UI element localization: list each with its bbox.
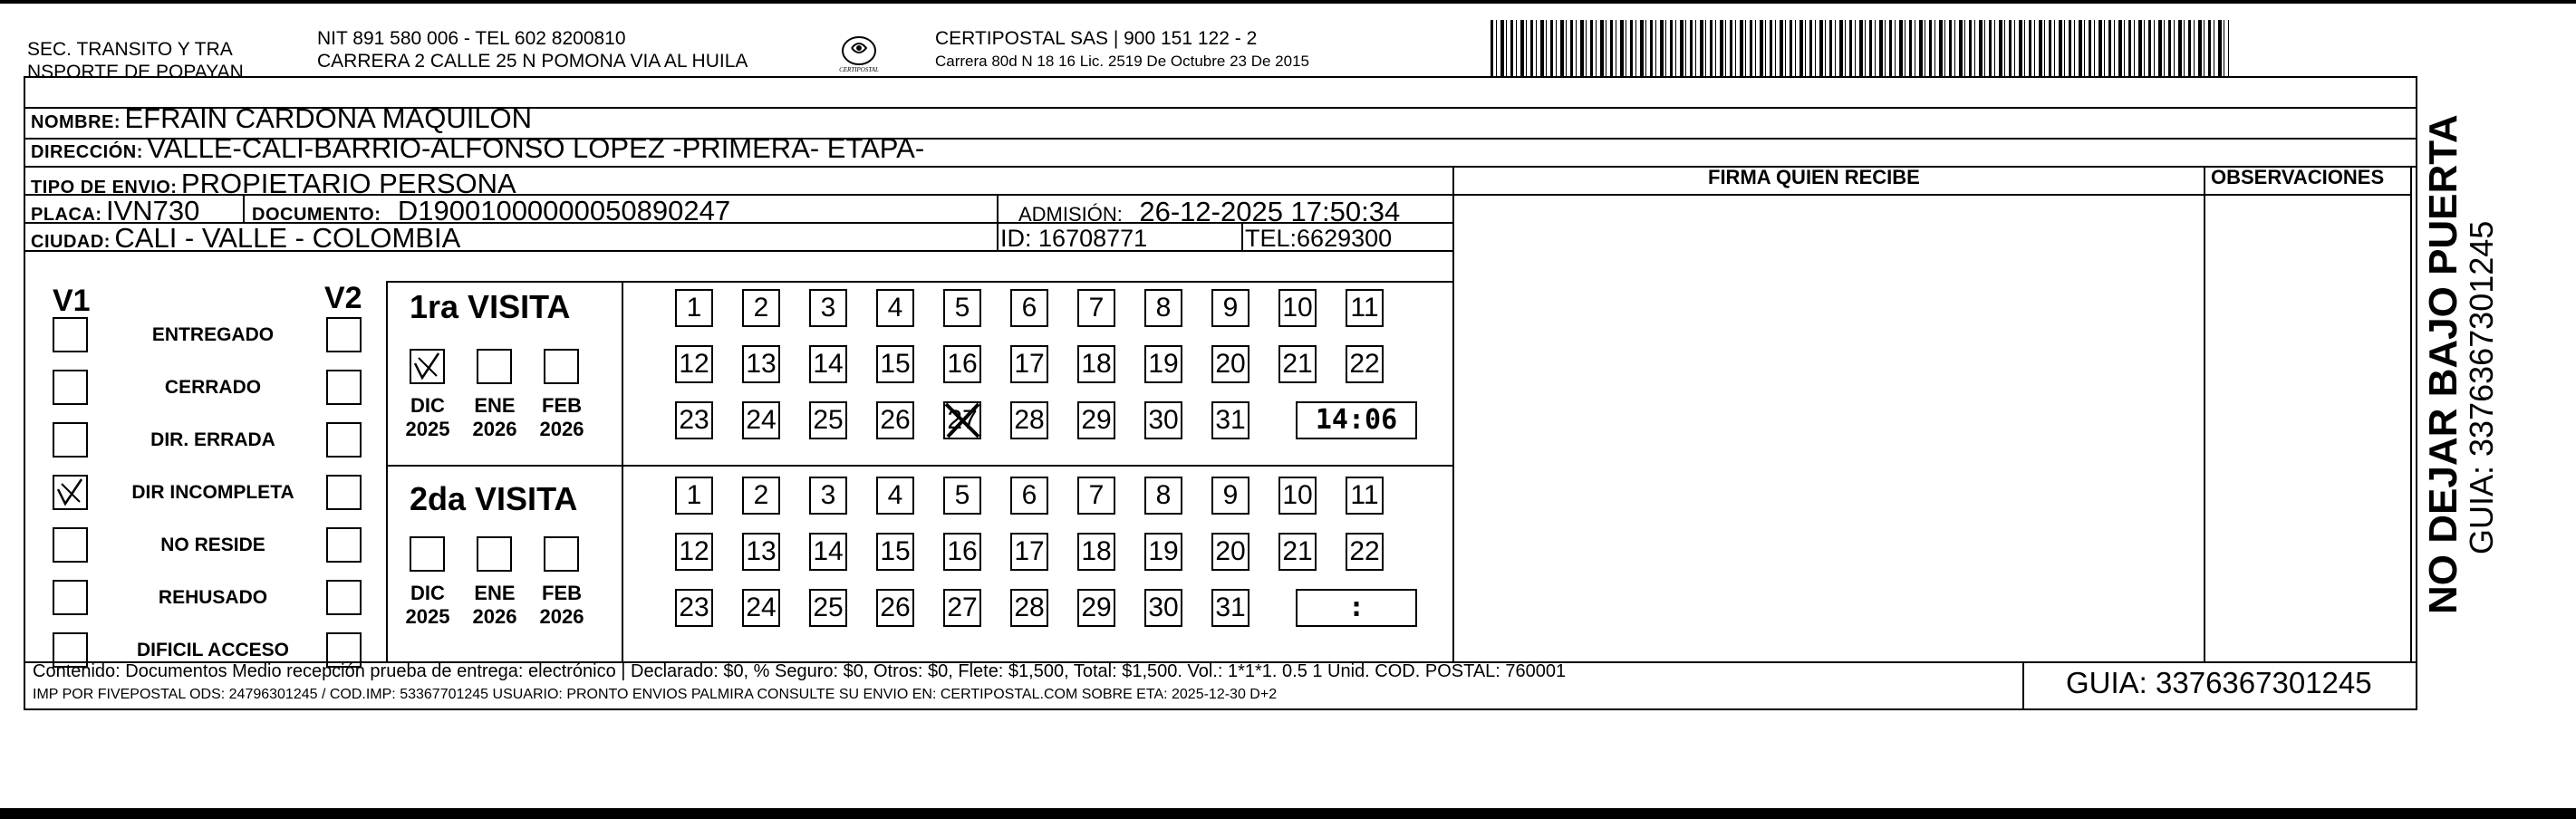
visit2-day-box[interactable]: 1 [675, 477, 713, 515]
visit1-day-box[interactable]: 24 [742, 401, 780, 439]
status-label: ENTREGADO [151, 324, 275, 345]
visit1-day-box[interactable]: 8 [1144, 289, 1182, 327]
admision-value: 26-12-2025 17:50:34 [1139, 196, 1401, 227]
visit1-day-box[interactable]: 3 [809, 289, 847, 327]
visit1-day-box[interactable]: 6 [1010, 289, 1048, 327]
visit1-time-box[interactable]: 14:06 [1296, 401, 1417, 439]
visit1-day-box[interactable]: 17 [1010, 345, 1048, 383]
ciudad-value: CALI - VALLE - COLOMBIA [114, 222, 461, 254]
id-value: 16708771 [1038, 225, 1148, 252]
col-divider [997, 222, 999, 250]
admision-row [1018, 196, 1400, 228]
visit-divider [386, 281, 1452, 283]
visit-divider [622, 281, 623, 661]
nombre-row [31, 102, 532, 135]
visit1-day-box[interactable]: 16 [943, 345, 981, 383]
status-v2-checkbox[interactable] [326, 527, 362, 563]
ciudad-row [31, 222, 460, 255]
col-divider [997, 194, 999, 222]
direccion-value: VALLE-CALI-BARRIO-ALFONSO LOPEZ -PRIMERA- ETAPA- [147, 132, 925, 164]
visit1-day-box[interactable]: 28 [1010, 401, 1048, 439]
visit2-day-box[interactable]: 16 [943, 533, 981, 571]
ciudad-label: CIUDAD: [31, 232, 111, 252]
visit2-day-box[interactable]: 14 [809, 533, 847, 571]
status-v1-checkbox[interactable] [53, 370, 88, 405]
status-label: REHUSADO [158, 587, 268, 608]
company-info [935, 27, 1309, 72]
placa-value: IVN730 [106, 195, 200, 226]
visit1-day-box[interactable]: 20 [1211, 345, 1249, 383]
visit1-day-box[interactable]: 13 [742, 345, 780, 383]
visit1-day-box[interactable]: 22 [1346, 345, 1384, 383]
visit2-month-name: ENE [474, 582, 516, 604]
visit2-day-box[interactable]: 7 [1077, 477, 1115, 515]
visit1-month-year: 2026 [472, 418, 517, 440]
direccion-row [31, 132, 924, 165]
visit1-day-box[interactable]: 1 [675, 289, 713, 327]
visit1-month-year: 2026 [539, 418, 584, 440]
col-divider [2410, 166, 2412, 661]
status-v2-checkbox[interactable] [326, 475, 362, 510]
status-v2-checkbox[interactable] [326, 580, 362, 615]
bottom-edge [0, 808, 2576, 819]
visit1-day-box[interactable]: 12 [675, 345, 713, 383]
visit2-title: 2da VISITA [410, 480, 578, 517]
status-v1-checkbox[interactable] [53, 317, 88, 352]
visit1-day-box[interactable]: 7 [1077, 289, 1115, 327]
visit2-month-checkbox[interactable] [544, 536, 579, 572]
visit1-month-label [468, 394, 522, 441]
visit2-day-box[interactable]: 9 [1211, 477, 1249, 515]
visit2-day-box[interactable]: 13 [742, 533, 780, 571]
visit1-title: 1ra VISITA [410, 288, 571, 325]
placa-label: PLACA: [31, 205, 102, 225]
visit2-day-box[interactable]: 30 [1144, 589, 1182, 627]
top-edge [0, 0, 2576, 4]
id-label: ID: [1000, 225, 1032, 252]
status-label: NO RESIDE [160, 535, 265, 555]
footer-guia: GUIA: 3376367301245 [2066, 666, 2372, 699]
visit1-day-box[interactable]: 30 [1144, 401, 1182, 439]
status-v2-checkbox[interactable] [326, 422, 362, 458]
visit2-month-name: FEB [542, 582, 582, 604]
visit2-day-box[interactable]: 11 [1346, 477, 1384, 515]
documento-label: DOCUMENTO: [252, 205, 381, 225]
visit2-day-box[interactable]: 23 [675, 589, 713, 627]
status-label: CERRADO [164, 377, 262, 398]
company-line1: CERTIPOSTAL SAS | 900 151 122 - 2 [935, 28, 1258, 49]
visit1-month-name: ENE [474, 394, 516, 417]
visit2-day-box[interactable]: 17 [1010, 533, 1048, 571]
sender-nit-line1: NIT 891 580 006 - TEL 602 8200810 [317, 28, 626, 49]
visit2-day-box[interactable]: 15 [876, 533, 914, 571]
status-v1-checkbox[interactable] [53, 475, 88, 510]
visit2-day-box[interactable]: 28 [1010, 589, 1048, 627]
side-guia: GUIA: 3376367301245 [2463, 220, 2500, 554]
tel-row [1245, 225, 1392, 253]
direccion-label: DIRECCIÓN: [31, 142, 143, 162]
visit2-day-box[interactable]: 5 [943, 477, 981, 515]
visit1-day-box[interactable]: 2 [742, 289, 780, 327]
visit1-day-box[interactable]: 14 [809, 345, 847, 383]
visit2-day-box[interactable]: 31 [1211, 589, 1249, 627]
visit1-month-label [400, 394, 455, 441]
documento-value: D19001000000050890247 [397, 195, 731, 226]
status-label: DIFICIL ACCESO [136, 640, 289, 660]
no-dejar-bajo-puerta: NO DEJAR BAJO PUERTA [2421, 114, 2465, 614]
col-divider [1452, 166, 1454, 661]
visit2-month-checkbox[interactable] [477, 536, 512, 572]
visit2-day-box[interactable]: 25 [809, 589, 847, 627]
visit1-month-checkbox[interactable] [544, 349, 579, 384]
visit1-day-box[interactable]: 4 [876, 289, 914, 327]
company-line2: Carrera 80d N 18 16 Lic. 2519 De Octubre 23 De 2015 [935, 53, 1309, 70]
barcode [1491, 20, 2229, 76]
sender-org-line1: SEC. TRANSITO Y TRA [27, 39, 233, 60]
visit1-month-name: FEB [542, 394, 582, 417]
status-v2-checkbox[interactable] [326, 370, 362, 405]
visit2-day-box[interactable]: 29 [1077, 589, 1115, 627]
admision-label: ADMISIÓN: [1018, 203, 1123, 226]
visit2-day-box[interactable]: 27 [943, 589, 981, 627]
status-v1-checkbox[interactable] [53, 527, 88, 563]
visit2-day-box[interactable]: 3 [809, 477, 847, 515]
visit1-day-box[interactable]: 11 [1346, 289, 1384, 327]
v1-header: V1 [53, 284, 91, 318]
visit2-day-box[interactable]: 19 [1144, 533, 1182, 571]
visit1-day-box[interactable]: 26 [876, 401, 914, 439]
status-label: DIR. ERRADA [150, 429, 275, 450]
visit2-time-box[interactable]: : [1296, 589, 1417, 627]
visit1-day-box[interactable]: 23 [675, 401, 713, 439]
visit2-day-box[interactable]: 26 [876, 589, 914, 627]
visit2-day-box[interactable]: 10 [1278, 477, 1317, 515]
observaciones-header: OBSERVACIONES [2211, 166, 2385, 188]
visit1-day-box[interactable]: 27 [943, 401, 981, 439]
visit1-month-checkbox[interactable] [477, 349, 512, 384]
status-v1-checkbox[interactable] [53, 422, 88, 458]
visit1-day-box[interactable]: 31 [1211, 401, 1249, 439]
visit1-day-box[interactable]: 21 [1278, 345, 1317, 383]
visit1-day-box[interactable]: 5 [943, 289, 981, 327]
nombre-value: EFRAIN CARDONA MAQUILON [124, 102, 533, 134]
status-v1-checkbox[interactable] [53, 580, 88, 615]
visit2-month-name: DIC [410, 582, 445, 604]
visit2-month-year: 2026 [472, 605, 517, 628]
col-divider [2204, 166, 2205, 661]
sender-nit [317, 27, 748, 72]
visit2-day-box[interactable]: 21 [1278, 533, 1317, 571]
visit1-month-name: DIC [410, 394, 445, 417]
visit1-day-box[interactable]: 29 [1077, 401, 1115, 439]
sender-org-line2: NSPORTE DE POPAYAN [27, 62, 244, 82]
visit2-month-checkbox[interactable] [410, 536, 445, 572]
visit1-day-box[interactable]: 10 [1278, 289, 1317, 327]
row-divider [1452, 194, 2412, 196]
visit2-month-label [468, 582, 522, 629]
visit1-month-checkbox[interactable] [410, 349, 445, 384]
visit2-month-year: 2026 [539, 605, 584, 628]
visit2-month-year: 2025 [405, 605, 450, 628]
logo-text: CERTIPOSTAL [839, 66, 879, 73]
nombre-label: NOMBRE: [31, 112, 121, 132]
visit1-day-box[interactable]: 18 [1077, 345, 1115, 383]
visit2-day-box[interactable]: 4 [876, 477, 914, 515]
visit2-day-box[interactable]: 12 [675, 533, 713, 571]
tel-value: 6629300 [1297, 225, 1393, 252]
visit2-day-box[interactable]: 2 [742, 477, 780, 515]
visit1-day-box[interactable]: 15 [876, 345, 914, 383]
visit1-month-label [535, 394, 589, 441]
tipo-label: TIPO DE ENVIO: [31, 178, 178, 198]
visit2-day-box[interactable]: 8 [1144, 477, 1182, 515]
visit2-month-label [535, 582, 589, 629]
visit1-day-box[interactable]: 9 [1211, 289, 1249, 327]
visit-divider [386, 281, 388, 661]
visit2-month-label [400, 582, 455, 629]
visit-divider [386, 465, 1452, 467]
visit2-day-box[interactable]: 6 [1010, 477, 1048, 515]
sender-nit-line2: CARRERA 2 CALLE 25 N POMONA VIA AL HUILA [317, 51, 748, 72]
visit2-day-box[interactable]: 18 [1077, 533, 1115, 571]
certipostal-logo [832, 33, 886, 80]
footer-contenido: Contenido: Documentos Medio recepción prueba de entrega: electrónico | Declarado: $0, % Seguro: $0, Otros: $0, Flete: $1,500, Total: $1,500. Vol.: 1*1*1. 0.5 1 Unid. COD. POSTAL: 760001 [33, 661, 1567, 681]
visit1-day-box[interactable]: 19 [1144, 345, 1182, 383]
tel-label: TEL: [1245, 225, 1298, 252]
status-v2-checkbox[interactable] [326, 317, 362, 352]
status-label: DIR INCOMPLETA [131, 482, 294, 503]
visit1-month-year: 2025 [405, 418, 450, 440]
visit2-day-box[interactable]: 20 [1211, 533, 1249, 571]
visit2-day-box[interactable]: 22 [1346, 533, 1384, 571]
visit1-day-box[interactable]: 25 [809, 401, 847, 439]
col-divider [2022, 661, 2024, 710]
v2-header: V2 [324, 281, 362, 315]
footer-imp: IMP POR FIVEPOSTAL ODS: 24796301245 / COD.IMP: 53367701245 USUARIO: PRONTO ENVIOS PALMIRA CONSULTE SU ENVIO EN: CERTIPOSTAL.COM SOBRE ETA: 2025-12-30 D+2 [33, 687, 1278, 702]
firma-header: FIRMA QUIEN RECIBE [1708, 166, 1920, 188]
tipo-value: PROPIETARIO PERSONA [180, 168, 516, 199]
id-row [1000, 225, 1147, 253]
visit2-day-box[interactable]: 24 [742, 589, 780, 627]
